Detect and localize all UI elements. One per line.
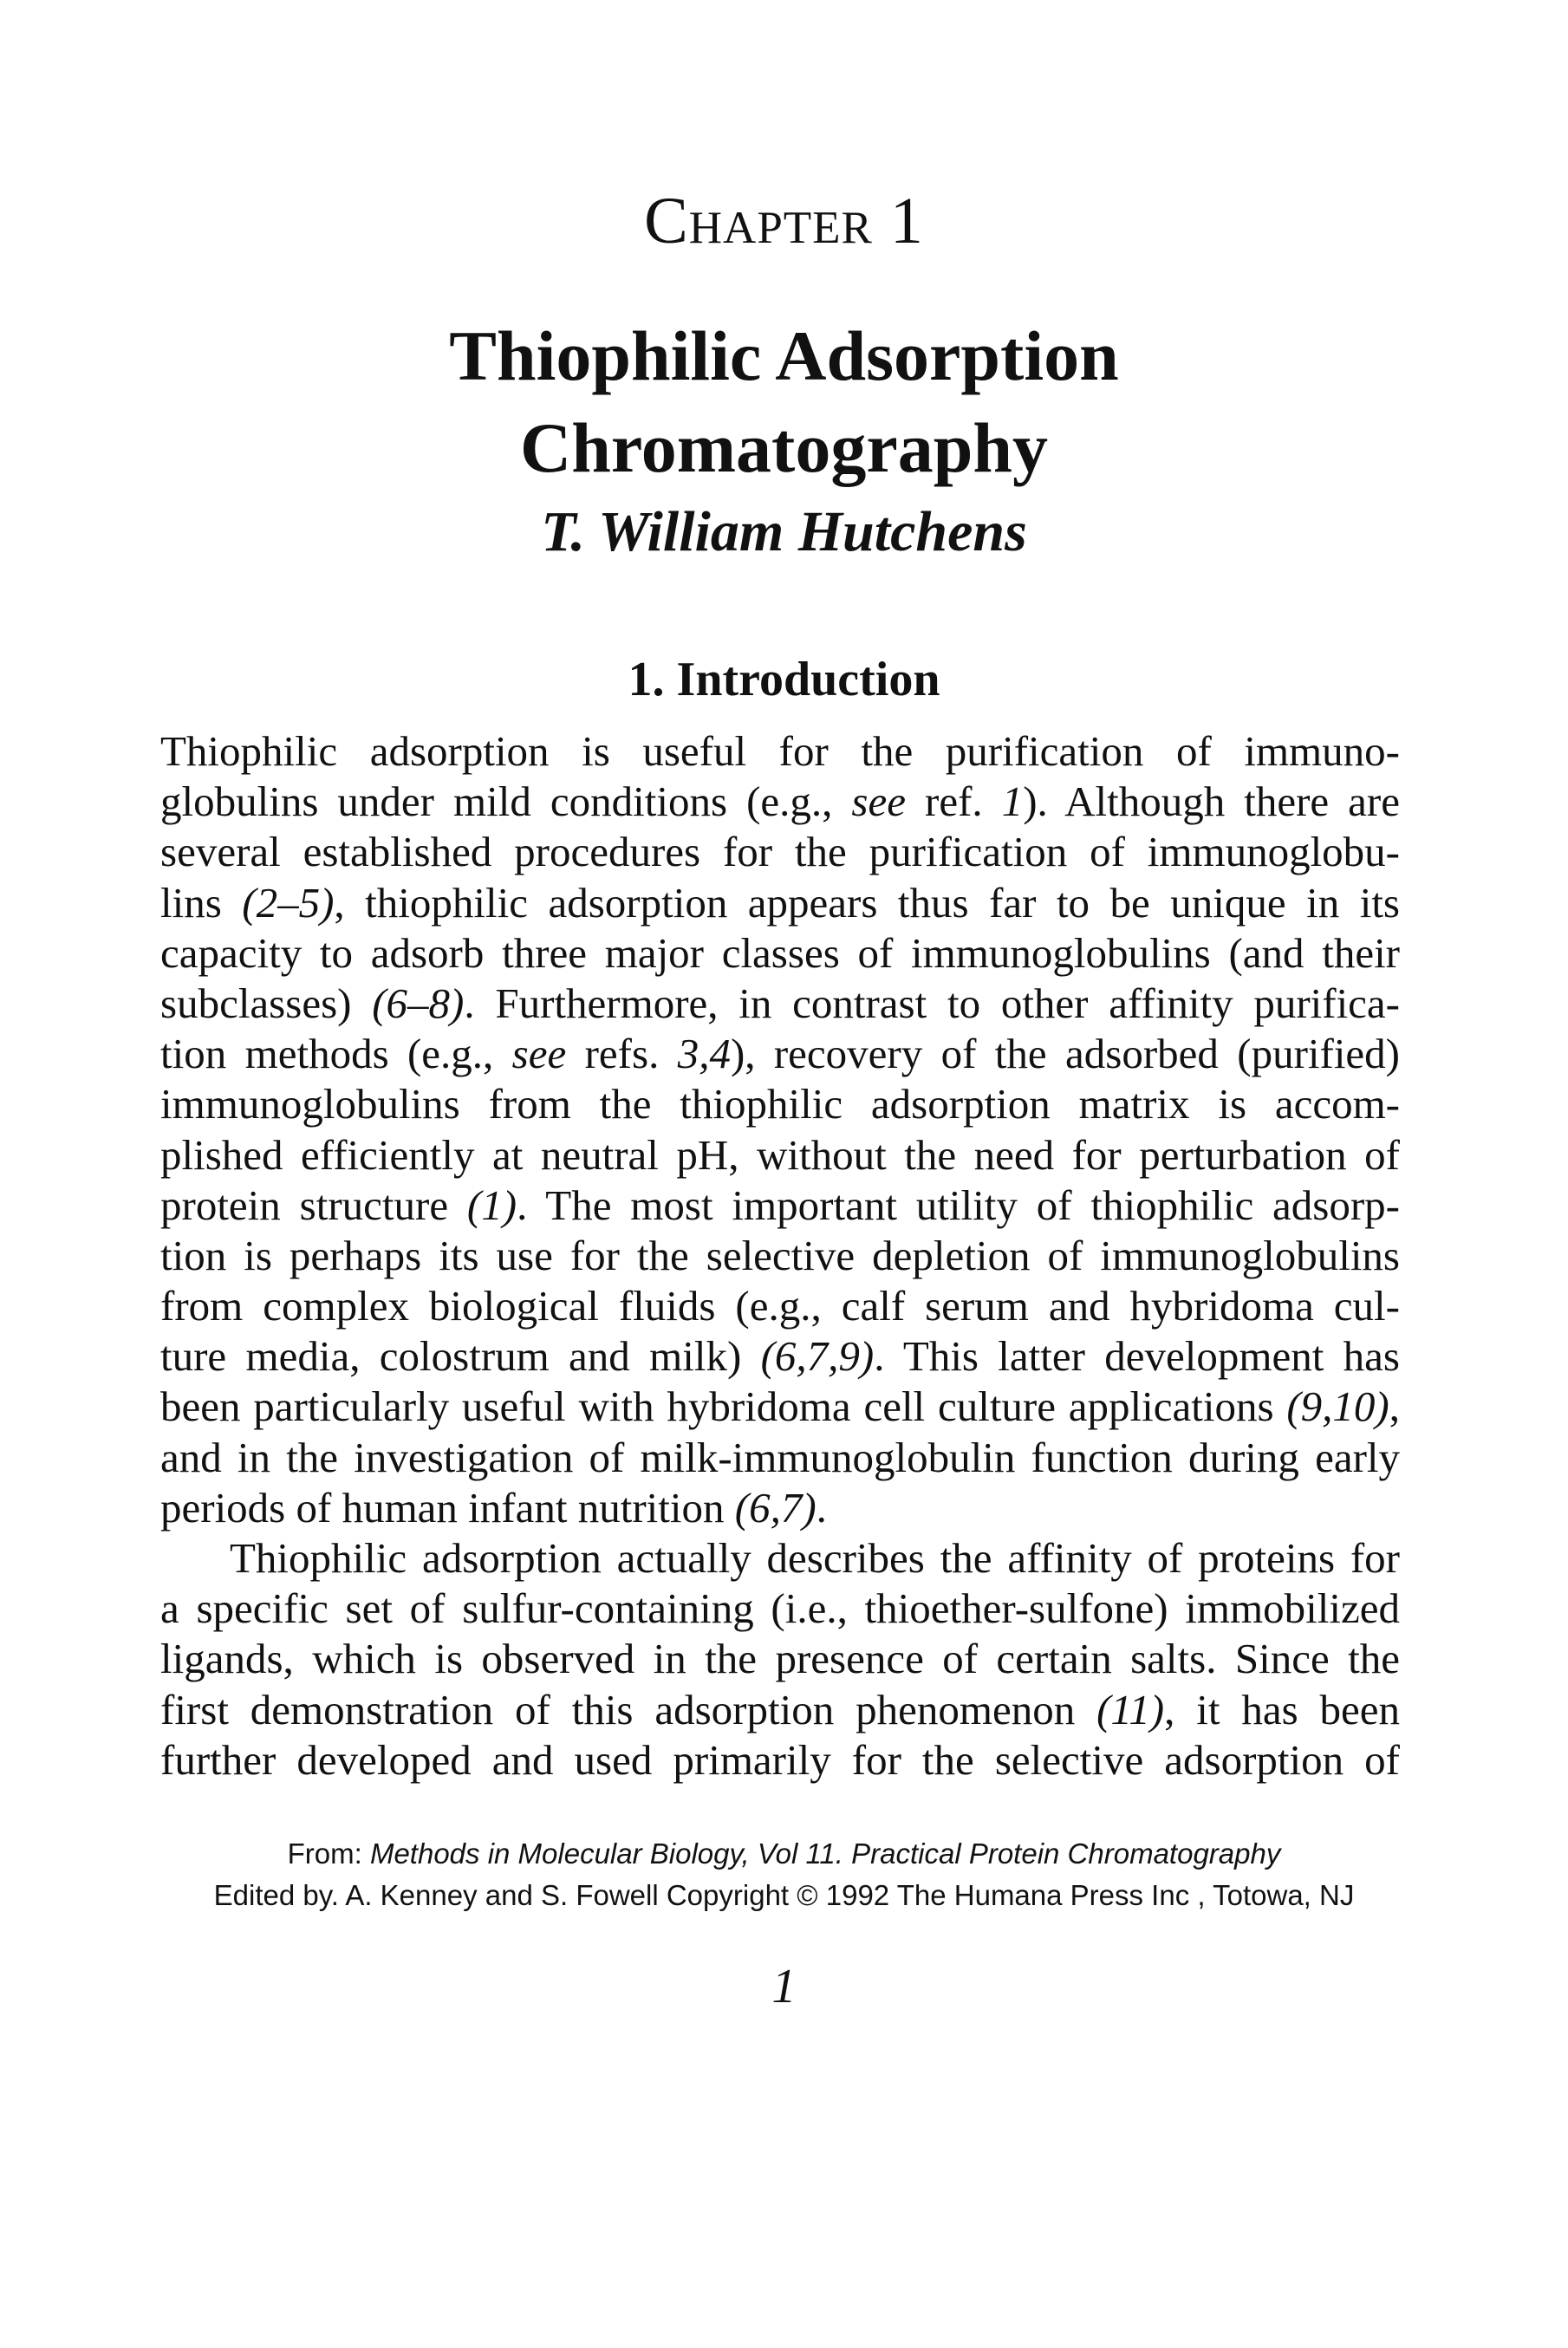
body-line: from complex biological fluids (e.g., calf serum and hybridoma cul- (160, 1282, 1400, 1330)
footnote-line: From: Methods in Molecular Biology, Vol 11. Practical Protein Chromatography (287, 1837, 1281, 1870)
body-line: capacity to adsorb three major classes of immunoglobulins (and their (160, 928, 1400, 977)
body-line: ture media, colostrum and milk) (6,7,9). This latter development has (160, 1332, 1400, 1381)
chapter-title-line-2: Chromatography (520, 408, 1048, 487)
section-heading: 1. Introduction (628, 653, 940, 706)
body-line: subclasses) (6–8). Furthermore, in contrast to other affinity purifica- (160, 979, 1401, 1027)
source-footnote (0, 1833, 1568, 1916)
body-line: a specific set of sulfur-containing (i.e., thioether-sulfone) immobilized (160, 1584, 1400, 1633)
body-text (160, 726, 1400, 1785)
chapter-title (0, 310, 1568, 494)
body-line: plished efficiently at neutral pH, without the need for perturbation of (160, 1130, 1400, 1179)
body-line: Thiophilic adsorption actually describes the affinity of proteins for (230, 1534, 1400, 1582)
author-name: T. William Hutchens (541, 500, 1027, 563)
chapter-title-line-1: Thiophilic Adsorption (449, 316, 1119, 395)
body-line: first demonstration of this adsorption phenomenon (11), it has been (160, 1685, 1401, 1733)
body-line: immunoglobulins from the thiophilic adsorption matrix is accom- (160, 1080, 1400, 1128)
body-line: and in the investigation of milk-immunoglobulin function during early (160, 1433, 1400, 1481)
page-number: 1 (771, 1960, 797, 2013)
body-line: lins (2–5), thiophilic adsorption appears thus far to be unique in its (160, 878, 1400, 927)
body-line: tion is perhaps its use for the selective depletion of immunoglobulins (160, 1231, 1400, 1279)
chapter-label: Chapter 1 (644, 185, 924, 257)
footnote-line: Edited by. A. Kenney and S. Fowell Copyright © 1992 The Humana Press Inc , Totowa, NJ (213, 1879, 1355, 1911)
body-line: ligands, which is observed in the presence of certain salts. Since the (160, 1635, 1400, 1683)
body-line: tion methods (e.g., see refs. 3,4), recovery of the adsorbed (purified) (160, 1030, 1400, 1078)
body-line: several established procedures for the purification of immunoglobu- (160, 828, 1400, 876)
body-line: Thiophilic adsorption is useful for the purification of immuno- (160, 727, 1400, 775)
body-line: globulins under mild conditions (e.g., see ref. 1). Although there are (160, 777, 1400, 826)
body-line: periods of human infant nutrition (6,7). (160, 1483, 827, 1532)
body-line: protein structure (1). The most important utility of thiophilic adsorp- (160, 1181, 1400, 1229)
body-line: been particularly useful with hybridoma cell culture applications (9,10), (160, 1382, 1400, 1431)
body-line: further developed and used primarily for the selective adsorption of (160, 1735, 1400, 1784)
